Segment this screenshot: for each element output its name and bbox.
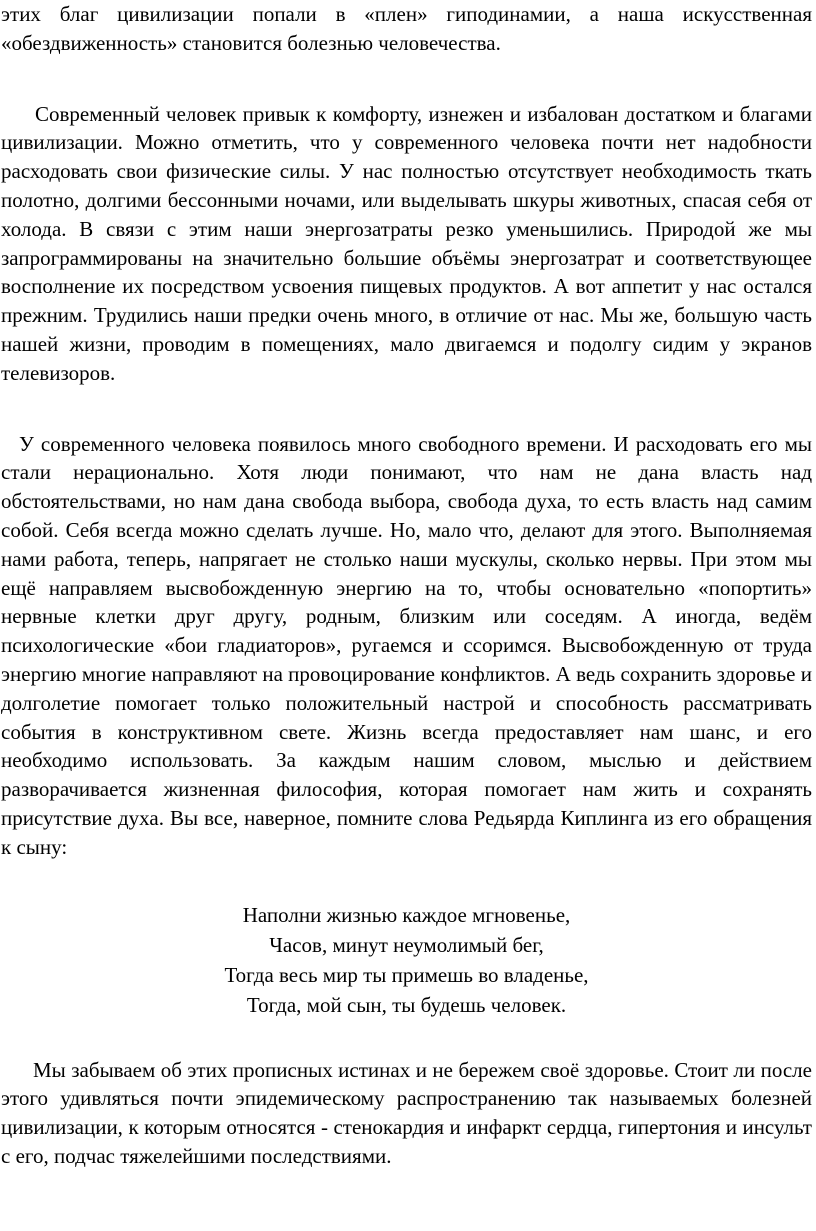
paragraph-intro-continuation: этих благ цивилизации попали в «плен» гиподинамии, а наша искусственная «обездвиженность» становится болезнью человечества. [1,2,812,55]
poem-line-3: Тогда весь мир ты примешь во владенье, [224,962,589,987]
paragraph-free-time: У современного человека появилось много свободного времени. И расходовать его мы стали нерационально. Хотя люди понимают, что нам не дана власть над обстоятельствами, но нам дана свобода выбора, свобода духа, то есть власть над самим собой. Себя всегда можно сделать лучше. Но, мало что, делают для этого. Выполняемая нами работа, теперь, напрягает не столько наши мускулы, сколько нервы. При этом мы ещё направляем высвобожденную энергию на то, чтобы основательно «попортить» нервные клетки друг другу, родным, близким или соседям. А иногда, ведём психологические «бои гладиаторов», ругаемся и ссоримся. Высвобожденную от труда энергию многие направляют на провоцирование конфликтов. А ведь сохранить здоровье и долголетие помогает только положительный настрой и способность рассматривать события в конструктивном свете. Жизнь всегда предоставляет нам шанс, и его необходимо использовать. За каждым нашим словом, мыслью и действием разворачивается жизненная философия, которая помогает нам жить и сохранять присутствие духа. Вы все, наверное, помните слова Редьярда Киплинга из его обращения к сыну: [1,431,812,859]
kipling-quote [1,900,812,1020]
paragraph-closing: Мы забываем об этих прописных истинах и не бережем своё здоровье. Стоит ли после этого удивляться почти эпидемическому распространению так называемых болезней цивилизации, к которым относятся - стенокардия и инфаркт сердца, гипертония и инсульт с его, подчас тяжелейшими последствиями. [1,1057,812,1168]
poem-line-2: Часов, минут неумолимый бег, [269,932,544,957]
poem-line-1: Наполни жизнью каждое мгновенье, [242,902,571,927]
paragraph-modern-comfort: Современный человек привык к комфорту, изнежен и избалован достатком и благами цивилизации. Можно отметить, что у современного человека почти нет надобности расходовать свои физические силы. У нас полностью отсутствует необходимость ткать полотно, долгими бессонными ночами, или выделывать шкуры животных, спасая себя от холода. В связи с этим наши энергозатраты резко уменьшились. Природой же мы запрограммированы на значительно большие объёмы энергозатрат и соответствующее восполнение их посредством усвоения пищевых продуктов. А вот аппетит у нас остался прежним. Трудились наши предки очень много, в отличие от нас. Мы же, большую часть нашей жизни, проводим в помещениях, мало двигаемся и подолгу сидим у экранов телевизоров. [1,101,812,385]
poem-line-4: Тогда, мой сын, ты будешь человек. [246,992,567,1017]
